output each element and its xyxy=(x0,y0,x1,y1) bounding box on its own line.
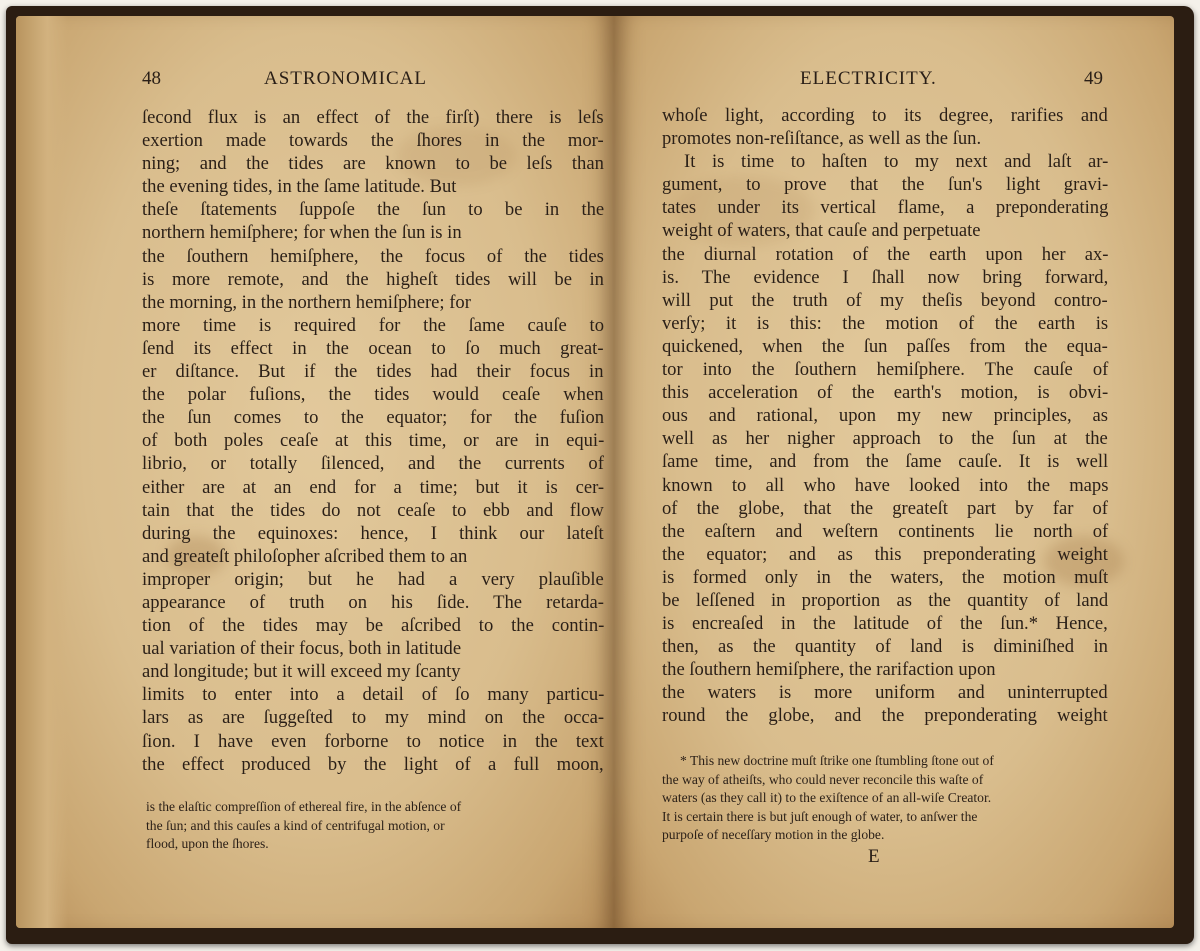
text-line: the ſouthern hemiſphere, the rarifaction upon xyxy=(662,659,996,681)
text-line: weight of waters, that cauſe and perpetuate xyxy=(662,220,981,242)
text-line: the morning, in the northern hemiſphere; for xyxy=(142,291,471,313)
text-line: limits to enter into a detail of ſo many particu- xyxy=(142,684,605,706)
text-line: is. The evidence I ſhall now bring forward, xyxy=(662,266,1109,288)
page-number: 49 xyxy=(1084,68,1103,89)
text-line: the waters is more uniform and uninterrupted xyxy=(662,682,1108,704)
right-page xyxy=(614,16,1174,928)
footnote xyxy=(146,798,461,854)
text-line: will put the truth of my theſis beyond contro- xyxy=(662,289,1108,311)
text-line: the diurnal rotation of the earth upon her ax- xyxy=(662,243,1109,265)
text-line: either are at an end for a time; but it is cer- xyxy=(142,476,605,498)
text-line: ning; and the tides are known to be leſs than xyxy=(142,153,604,175)
body-text xyxy=(142,106,604,776)
footnote-line: the ſun; and this cauſes a kind of centrifugal motion, or xyxy=(146,817,445,833)
footnote-line: * This new doctrine muſt ſtrike one ſtumbling ſtone out of xyxy=(680,753,994,768)
text-line: then, as the quantity of land is diminiſhed in xyxy=(662,636,1108,658)
text-line: appearance of truth on his ſide. The retarda- xyxy=(142,591,604,613)
text-line: is encreaſed in the latitude of the ſun.* Hence, xyxy=(662,613,1108,635)
text-line: more time is required for the ſame cauſe to xyxy=(142,314,605,336)
text-line: of both poles ceaſe at this time, or are in equi- xyxy=(142,430,605,452)
text-line: during the equinoxes: hence, I think our lateſt xyxy=(142,522,604,544)
text-line: promotes non-reſiſtance, as well as the ſun. xyxy=(662,128,982,150)
text-line: quickened, when the ſun paſſes from the equa- xyxy=(662,335,1108,357)
signature-mark: E xyxy=(868,846,880,867)
text-line: the effect produced by the light of a full moon, xyxy=(142,753,604,775)
text-line: lars as are ſuggeſted to my mind on the occa- xyxy=(142,707,605,729)
text-line: theſe ſtatements ſuppoſe the ſun to be in the xyxy=(142,199,605,221)
body-text xyxy=(662,104,1108,728)
text-line: northern hemiſphere; for when the ſun is in xyxy=(142,222,462,244)
footnote-line: is the elaſtic compreſſion of ethereal fire, in the abſence of xyxy=(146,799,462,814)
text-line: librio, or totally ſilenced, and the currents of xyxy=(142,453,604,475)
text-line: exertion made towards the ſhores in the mor- xyxy=(142,130,604,152)
text-line: whoſe light, according to its degree, rarifies and xyxy=(662,105,1108,126)
text-line: is formed only in the waters, the motion muſt xyxy=(662,566,1109,588)
text-line: ſame time, and from the ſame cauſe. It is well xyxy=(662,451,1109,473)
text-line: er diſtance. But if the tides had their focus in xyxy=(142,361,604,383)
footnote-line: It is certain there is but juſt enough of water, to anſwer the xyxy=(662,808,978,824)
text-line: verſy; it is this: the motion of the earth is xyxy=(662,312,1109,334)
text-line: the equator; and as this preponderating weight xyxy=(662,543,1108,565)
text-line: the evening tides, in the ſame latitude. But xyxy=(142,176,457,198)
text-line: known to all who have looked into the maps xyxy=(662,474,1109,496)
running-head: ASTRONOMICAL xyxy=(264,68,427,89)
text-line: gument, to prove that the ſun's light gravi- xyxy=(662,174,1109,196)
footnote-line: the way of atheiſts, who could never reconcile this waſte of xyxy=(662,771,984,787)
page-number: 48 xyxy=(142,68,161,89)
text-line: of the globe, that the greateſt part by far of xyxy=(662,497,1108,519)
text-line: be leſſened in proportion as the quantity of land xyxy=(662,589,1109,611)
text-line: and greateſt philoſopher aſcribed them to an xyxy=(142,545,468,567)
text-line: ſend its effect in the ocean to ſo much great- xyxy=(142,337,604,359)
page-edges xyxy=(16,16,68,928)
text-line: It is time to haſten to my next and laſt ar- xyxy=(684,151,1109,173)
text-line: the ſouthern hemiſphere, the focus of the tides xyxy=(142,245,604,267)
text-line: the eaſtern and weſtern continents lie north of xyxy=(662,520,1109,542)
text-line: round the globe, and the preponderating weight xyxy=(662,705,1108,727)
text-line: tion of the tides may be aſcribed to the contin- xyxy=(142,615,605,637)
text-line: improper origin; but he had a very plauſible xyxy=(142,568,604,590)
text-line: tates under its vertical flame, a preponderating xyxy=(662,197,1109,219)
text-line: tor into the ſouthern hemiſphere. The cauſe of xyxy=(662,359,1109,381)
footnote-line: flood, upon the ſhores. xyxy=(146,836,269,852)
text-line: well as her nigher approach to the ſun at the xyxy=(662,428,1108,450)
text-line: ual variation of their focus, both in latitude xyxy=(142,638,462,660)
running-head: ELECTRICITY. xyxy=(800,68,937,89)
text-line: this acceleration of the earth's motion, is obvi- xyxy=(662,382,1109,404)
left-page xyxy=(16,16,614,928)
footnote-line: waters (as they call it) to the exiſtence of an all-wiſe Creator. xyxy=(662,790,992,806)
text-line: the polar fuſions, the tides would ceaſe when xyxy=(142,384,604,406)
footnote xyxy=(662,752,994,845)
footnote-line: purpoſe of neceſſary motion in the globe. xyxy=(662,827,885,843)
text-line: is more remote, and the higheſt tides will be in xyxy=(142,268,604,290)
text-line: tain that the tides do not ceaſe to ebb and flow xyxy=(142,499,604,521)
text-line: ſecond flux is an effect of the firſt) there is leſs xyxy=(142,107,604,128)
text-line: and longitude; but it will exceed my ſcanty xyxy=(142,661,461,683)
text-line: the ſun comes to the equator; for the fuſion xyxy=(142,407,605,429)
text-line: ous and rational, upon my new principles, as xyxy=(662,405,1109,427)
text-line: ſion. I have even forborne to notice in the text xyxy=(142,730,604,752)
open-book xyxy=(6,6,1194,944)
